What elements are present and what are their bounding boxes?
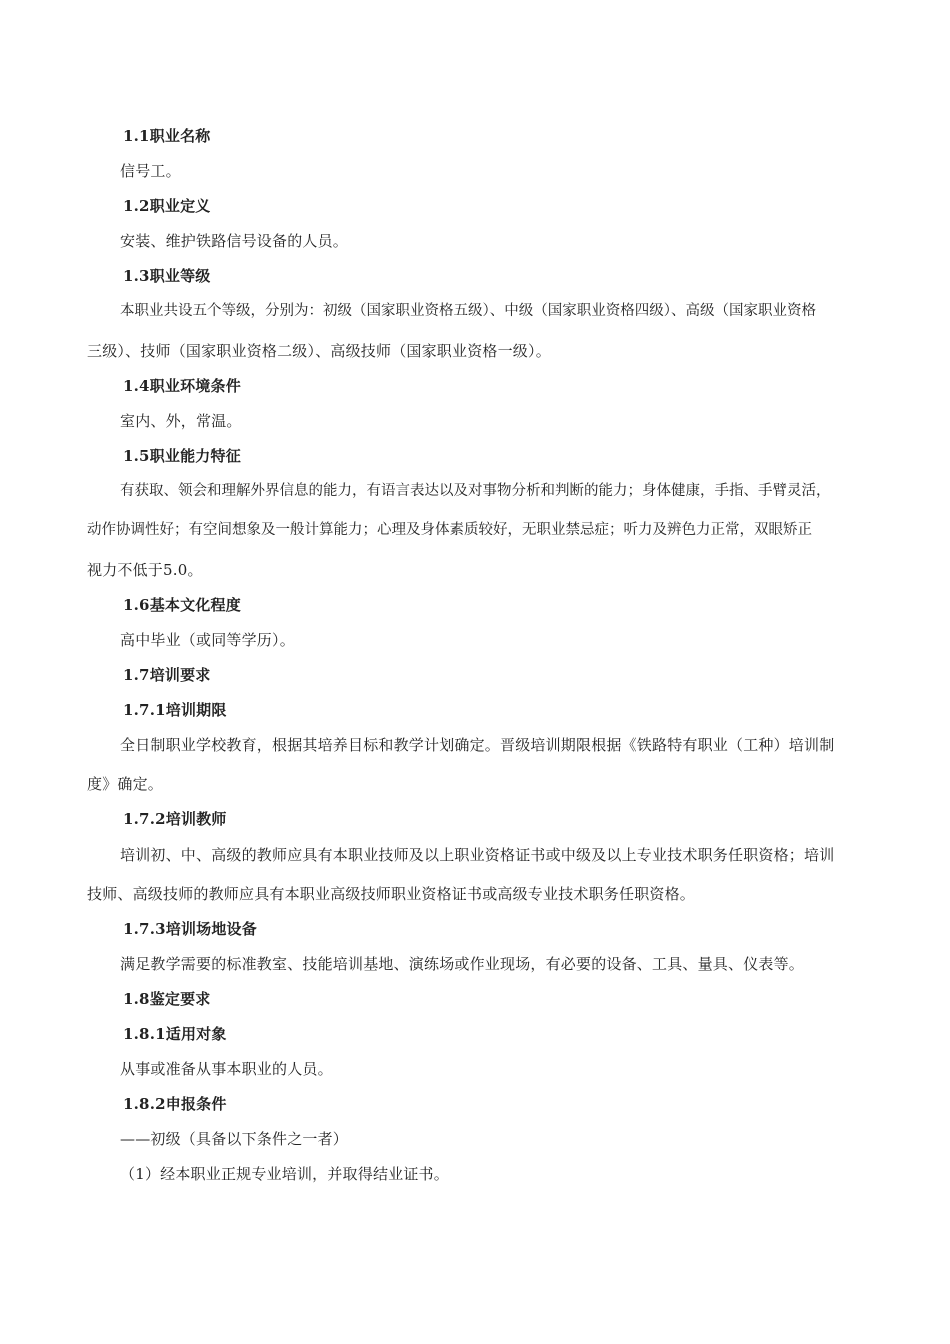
heading-1-4: 1.4职业环境条件 (123, 377, 241, 395)
heading-1-6: 1.6基本文化程度 (123, 596, 241, 614)
paragraph-1-3-line-2: 三级）、技师（国家职业资格二级）、高级技师（国家职业资格一级）。 (87, 342, 551, 360)
paragraph-1-5-line-2: 动作协调性好；有空间想象及一般计算能力；心理及身体素质较好，无职业禁忌症；听力及辨色力正常，双眼矫正 (87, 522, 812, 538)
paragraph-1-6: 高中毕业（或同等学历）。 (120, 631, 295, 649)
heading-1-7-1: 1.7.1培训期限 (123, 701, 227, 719)
paragraph-1-7-1-line-2: 度》确定。 (87, 775, 164, 793)
paragraph-1-8-2-line-1: ——初级（具备以下条件之一者） (120, 1130, 349, 1148)
heading-1-8-2: 1.8.2申报条件 (123, 1095, 227, 1113)
paragraph-1-5-line-3: 视力不低于5.0。 (87, 561, 203, 579)
heading-1-3: 1.3职业等级 (123, 267, 211, 285)
paragraph-1-7-2-line-1: 培训初、中、高级的教师应具有本职业技师及以上职业资格证书或中级及以上专业技术职务任职资格；培训 (120, 846, 835, 864)
heading-1-2: 1.2职业定义 (123, 197, 211, 215)
heading-1-7-3: 1.7.3培训场地设备 (123, 920, 257, 938)
paragraph-1-5-line-1: 有获取、领会和理解外界信息的能力，有语言表达以及对事物分析和判断的能力；身体健康，手指、手臂灵活， (120, 483, 831, 499)
heading-1-8: 1.8鉴定要求 (123, 990, 211, 1008)
paragraph-1-3-line-1: 本职业共设五个等级，分别为：初级（国家职业资格五级）、中级（国家职业资格四级）、高级（国家职业资格 (120, 303, 816, 319)
paragraph-1-7-3: 满足教学需要的标准教室、技能培训基地、演练场或作业现场，有必要的设备、工具、量具、仪表等。 (120, 955, 805, 973)
paragraph-1-8-1: 从事或准备从事本职业的人员。 (120, 1060, 333, 1078)
paragraph-1-4: 室内、外，常温。 (120, 412, 242, 430)
paragraph-1-2: 安装、维护铁路信号设备的人员。 (120, 232, 349, 250)
paragraph-1-7-2-line-2: 技师、高级技师的教师应具有本职业高级技师职业资格证书或高级专业技术职务任职资格。 (87, 885, 696, 903)
heading-1-5: 1.5职业能力特征 (123, 447, 241, 465)
heading-1-8-1: 1.8.1适用对象 (123, 1025, 227, 1043)
heading-1-7-2: 1.7.2培训教师 (123, 810, 227, 828)
paragraph-1-1: 信号工。 (120, 162, 181, 180)
paragraph-1-7-1-line-1: 全日制职业学校教育，根据其培养目标和教学计划确定。晋级培训期限根据《铁路特有职业（工种）培训制 (120, 736, 835, 754)
heading-1-7: 1.7培训要求 (123, 666, 211, 684)
heading-1-1: 1.1职业名称 (123, 127, 211, 145)
paragraph-1-8-2-line-2: （1）经本职业正规专业培训，并取得结业证书。 (120, 1165, 449, 1183)
